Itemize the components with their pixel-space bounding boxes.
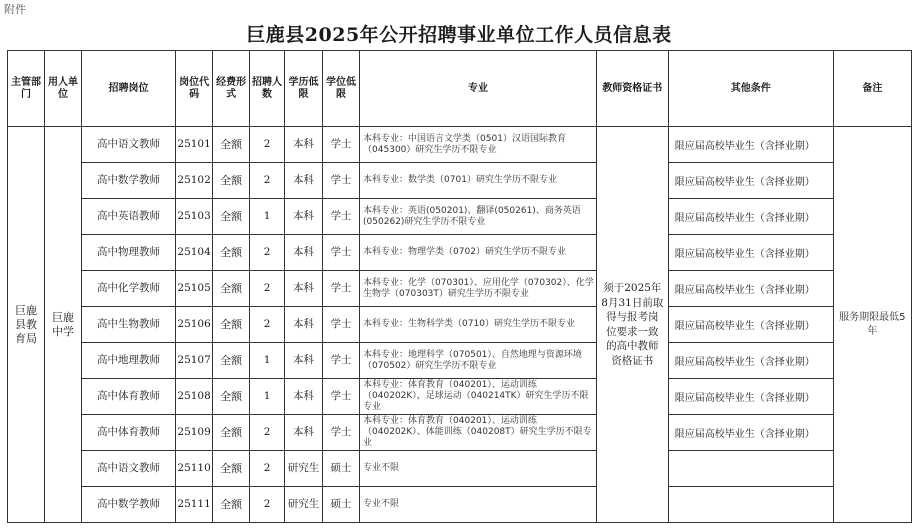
- code-cell: 25104: [176, 235, 213, 271]
- col-fund: 经费形式: [213, 51, 250, 127]
- col-post: 招聘岗位: [82, 51, 176, 127]
- edu-cell: 本科: [284, 415, 322, 451]
- major-cell: 本科专业：生物科学类（0710）研究生学历不限专业: [360, 307, 597, 343]
- condition-cell: [668, 235, 833, 271]
- table-row: [8, 343, 912, 379]
- fund-cell: 全额: [213, 271, 250, 307]
- table-row: [8, 415, 912, 451]
- post-cell: 高中英语教师: [82, 199, 176, 235]
- condition-text: 限应届高校毕业生（含择业期）: [674, 213, 815, 224]
- col-code: 岗位代码: [176, 51, 213, 127]
- condition-cell: [668, 163, 833, 199]
- condition-cell: [668, 127, 833, 163]
- code-cell: 25107: [176, 343, 213, 379]
- condition-text: 限应届高校毕业生（含择业期）: [674, 285, 815, 296]
- edu-cell: 本科: [284, 271, 322, 307]
- post-cell: 高中数学教师: [82, 163, 176, 199]
- major-cell: 本科专业：体育教育（040201）、运动训练（040202K），足球运动（040214TK）研究生学历不限专业: [360, 379, 597, 415]
- count-cell: 1: [250, 199, 285, 235]
- post-cell: 高中生物教师: [82, 307, 176, 343]
- col-cond: 其他条件: [668, 51, 833, 127]
- major-cell: 本科专业：数学类（0701）研究生学历不限专业: [360, 163, 597, 199]
- count-cell: 2: [250, 451, 285, 487]
- count-cell: 1: [250, 379, 285, 415]
- unit-cell: 巨鹿中学: [45, 127, 82, 523]
- code-cell: 25111: [176, 487, 213, 523]
- cert-cell: 须于2025年8月31日前取得与报考岗位要求一致的高中教师资格证书: [596, 127, 668, 523]
- edu-cell: 本科: [284, 343, 322, 379]
- degree-cell: 学士: [323, 343, 360, 379]
- condition-cell: [668, 199, 833, 235]
- table-row: [8, 127, 912, 163]
- condition-text: 限应届高校毕业生（含择业期）: [674, 249, 815, 260]
- major-cell: 本科专业：体育教育（040201）、运动训练（040202K）、体能训练（040208T）研究生学历不限专业: [360, 415, 597, 451]
- condition-text: 限应届高校毕业生（含择业期）: [674, 141, 815, 152]
- count-cell: 2: [250, 271, 285, 307]
- table-row: [8, 379, 912, 415]
- condition-cell: [668, 487, 833, 523]
- edu-cell: 本科: [284, 307, 322, 343]
- edu-cell: 本科: [284, 163, 322, 199]
- major-cell: 专业不限: [360, 487, 597, 523]
- fund-cell: 全额: [213, 487, 250, 523]
- col-degree: 学位低限: [323, 51, 360, 127]
- degree-cell: 硕士: [323, 451, 360, 487]
- post-cell: 高中体育教师: [82, 379, 176, 415]
- fund-cell: 全额: [213, 379, 250, 415]
- count-cell: 2: [250, 163, 285, 199]
- edu-cell: 研究生: [284, 487, 322, 523]
- condition-cell: [668, 271, 833, 307]
- code-cell: 25105: [176, 271, 213, 307]
- edu-cell: 本科: [284, 235, 322, 271]
- code-cell: 25102: [176, 163, 213, 199]
- page-title: 巨鹿县2025年公开招聘事业单位工作人员信息表: [246, 24, 672, 46]
- post-cell: 高中地理教师: [82, 343, 176, 379]
- major-cell: 本科专业：物理学类（0702）研究生学历不限专业: [360, 235, 597, 271]
- count-cell: 2: [250, 307, 285, 343]
- col-note: 备注: [833, 51, 911, 127]
- condition-cell: [668, 451, 833, 487]
- post-cell: 高中物理教师: [82, 235, 176, 271]
- table-row: [8, 271, 912, 307]
- dept-cell: 巨鹿县教育局: [8, 127, 45, 523]
- condition-cell: [668, 307, 833, 343]
- degree-cell: 学士: [323, 415, 360, 451]
- major-cell: 本科专业：英语(050201)、翻译(050261)、商务英语(050262)研究生学历不限专业: [360, 199, 597, 235]
- fund-cell: 全额: [213, 451, 250, 487]
- col-major: 专业: [360, 51, 597, 127]
- major-cell: 专业不限: [360, 451, 597, 487]
- degree-cell: 学士: [323, 307, 360, 343]
- recruitment-table: [7, 50, 912, 523]
- fund-cell: 全额: [213, 127, 250, 163]
- table-row: [8, 199, 912, 235]
- post-cell: 高中数学教师: [82, 487, 176, 523]
- major-cell: 本科专业：地理科学（070501）、自然地理与资源环境（070502）研究生学历不限专业: [360, 343, 597, 379]
- condition-text: 限应届高校毕业生（含择业期）: [674, 393, 815, 404]
- count-cell: 2: [250, 235, 285, 271]
- degree-cell: 硕士: [323, 487, 360, 523]
- fund-cell: 全额: [213, 163, 250, 199]
- fund-cell: 全额: [213, 415, 250, 451]
- col-unit: 用人单位: [45, 51, 82, 127]
- condition-text: 限应届高校毕业生（含择业期）: [674, 357, 815, 368]
- edu-cell: 研究生: [284, 451, 322, 487]
- condition-cell: [668, 379, 833, 415]
- count-cell: 2: [250, 415, 285, 451]
- post-cell: 高中语文教师: [82, 451, 176, 487]
- code-cell: 25106: [176, 307, 213, 343]
- degree-cell: 学士: [323, 127, 360, 163]
- col-edu: 学历低限: [284, 51, 322, 127]
- condition-text: 限应届高校毕业生（含择业期）: [674, 177, 815, 188]
- fund-cell: 全额: [213, 307, 250, 343]
- table-row: [8, 307, 912, 343]
- code-cell: 25108: [176, 379, 213, 415]
- degree-cell: 学士: [323, 199, 360, 235]
- condition-cell: [668, 415, 833, 451]
- condition-cell: [668, 343, 833, 379]
- col-count: 招聘人数: [250, 51, 285, 127]
- major-cell: 本科专业：化学（070301）、应用化学（070302）、化学生物学（070303T）研究生学历不限专业: [360, 271, 597, 307]
- table-row: [8, 451, 912, 487]
- fund-cell: 全额: [213, 343, 250, 379]
- post-cell: 高中化学教师: [82, 271, 176, 307]
- code-cell: 25110: [176, 451, 213, 487]
- degree-cell: 学士: [323, 163, 360, 199]
- major-cell: 本科专业：中国语言文学类（0501）汉语国际教育（045300）研究生学历不限专业: [360, 127, 597, 163]
- count-cell: 2: [250, 487, 285, 523]
- code-cell: 25103: [176, 199, 213, 235]
- col-dept: 主管部门: [8, 51, 45, 127]
- post-cell: 高中体育教师: [82, 415, 176, 451]
- degree-cell: 学士: [323, 235, 360, 271]
- count-cell: 1: [250, 343, 285, 379]
- code-cell: 25101: [176, 127, 213, 163]
- edu-cell: 本科: [284, 127, 322, 163]
- table-row: [8, 163, 912, 199]
- note-cell: 服务期限最低5年: [833, 127, 911, 523]
- degree-cell: 学士: [323, 379, 360, 415]
- table-row: [8, 235, 912, 271]
- fund-cell: 全额: [213, 235, 250, 271]
- header-row: [8, 51, 912, 127]
- code-cell: 25109: [176, 415, 213, 451]
- post-cell: 高中语文教师: [82, 127, 176, 163]
- degree-cell: 学士: [323, 271, 360, 307]
- attachment-label: 附件: [4, 3, 26, 16]
- edu-cell: 本科: [284, 379, 322, 415]
- table-row: [8, 487, 912, 523]
- condition-text: 限应届高校毕业生（含择业期）: [674, 429, 815, 440]
- fund-cell: 全额: [213, 199, 250, 235]
- col-cert: 教师资格证书: [596, 51, 668, 127]
- count-cell: 2: [250, 127, 285, 163]
- condition-text: 限应届高校毕业生（含择业期）: [674, 321, 815, 332]
- edu-cell: 本科: [284, 199, 322, 235]
